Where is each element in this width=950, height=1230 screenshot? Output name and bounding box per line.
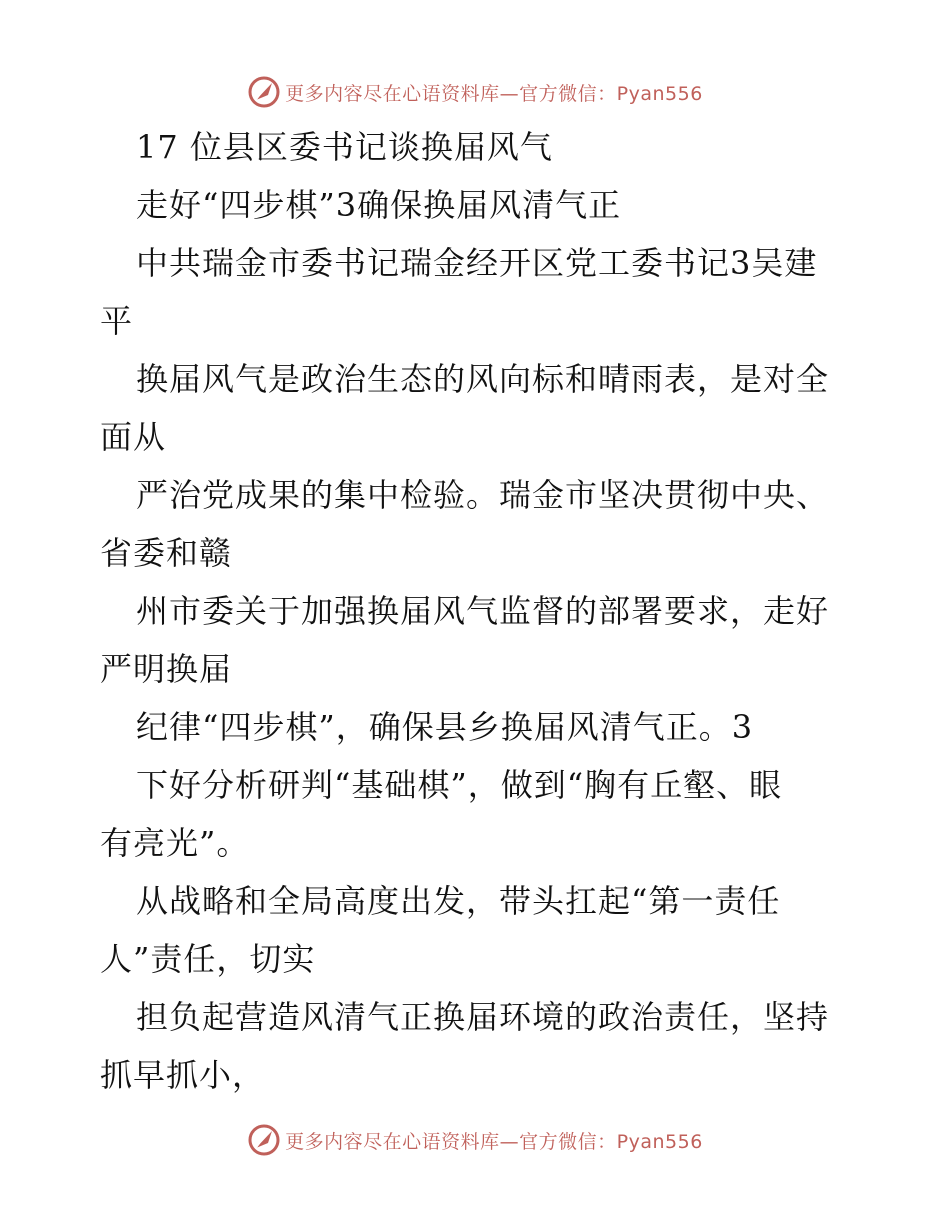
feather-logo-icon [247,75,281,109]
text-line: 中共瑞金市委书记瑞金经开区党工委书记3吴建 [136,244,818,282]
text-line: 严明换届 [100,650,233,688]
text-line: 抓早抓小， [100,1056,266,1094]
text-line: 纪律“四步棋”，确保县乡换届风清气正。3 [136,708,754,746]
text-line: 走好“四步棋”3确保换届风清气正 [136,186,622,224]
text-line: 严治党成果的集中检验。瑞金市坚决贯彻中央、 [136,476,830,514]
text-line: 下好分析研判“基础棋”，做到“胸有丘壑、眼 [136,766,783,804]
text-line: 从战略和全局高度出发，带头扛起“第一责任 [136,882,781,920]
header-watermark [0,72,950,112]
text-line: 州市委关于加强换届风气监督的部署要求，走好 [136,592,830,630]
text-line: 17 位县区委书记谈换届风气 [136,128,553,166]
text-line: 面从 [100,418,167,456]
watermark-text: 更多内容尽在心语资料库—官方微信：Pyan556 [285,1130,703,1153]
text-line: 担负起营造风清气正换届环境的政治责任，坚持 [136,998,830,1036]
text-line: 平 [100,302,134,340]
text-line: 人”责任，切实 [100,940,316,978]
document-body [100,118,860,1104]
text-line: 有亮光”。 [100,824,250,862]
watermark-text: 更多内容尽在心语资料库—官方微信：Pyan556 [285,82,703,105]
text-line: 换届风气是政治生态的风向标和晴雨表，是对全 [136,360,830,398]
footer-watermark [0,1120,950,1160]
feather-logo-icon [247,1123,281,1157]
text-line: 省委和赣 [100,534,233,572]
